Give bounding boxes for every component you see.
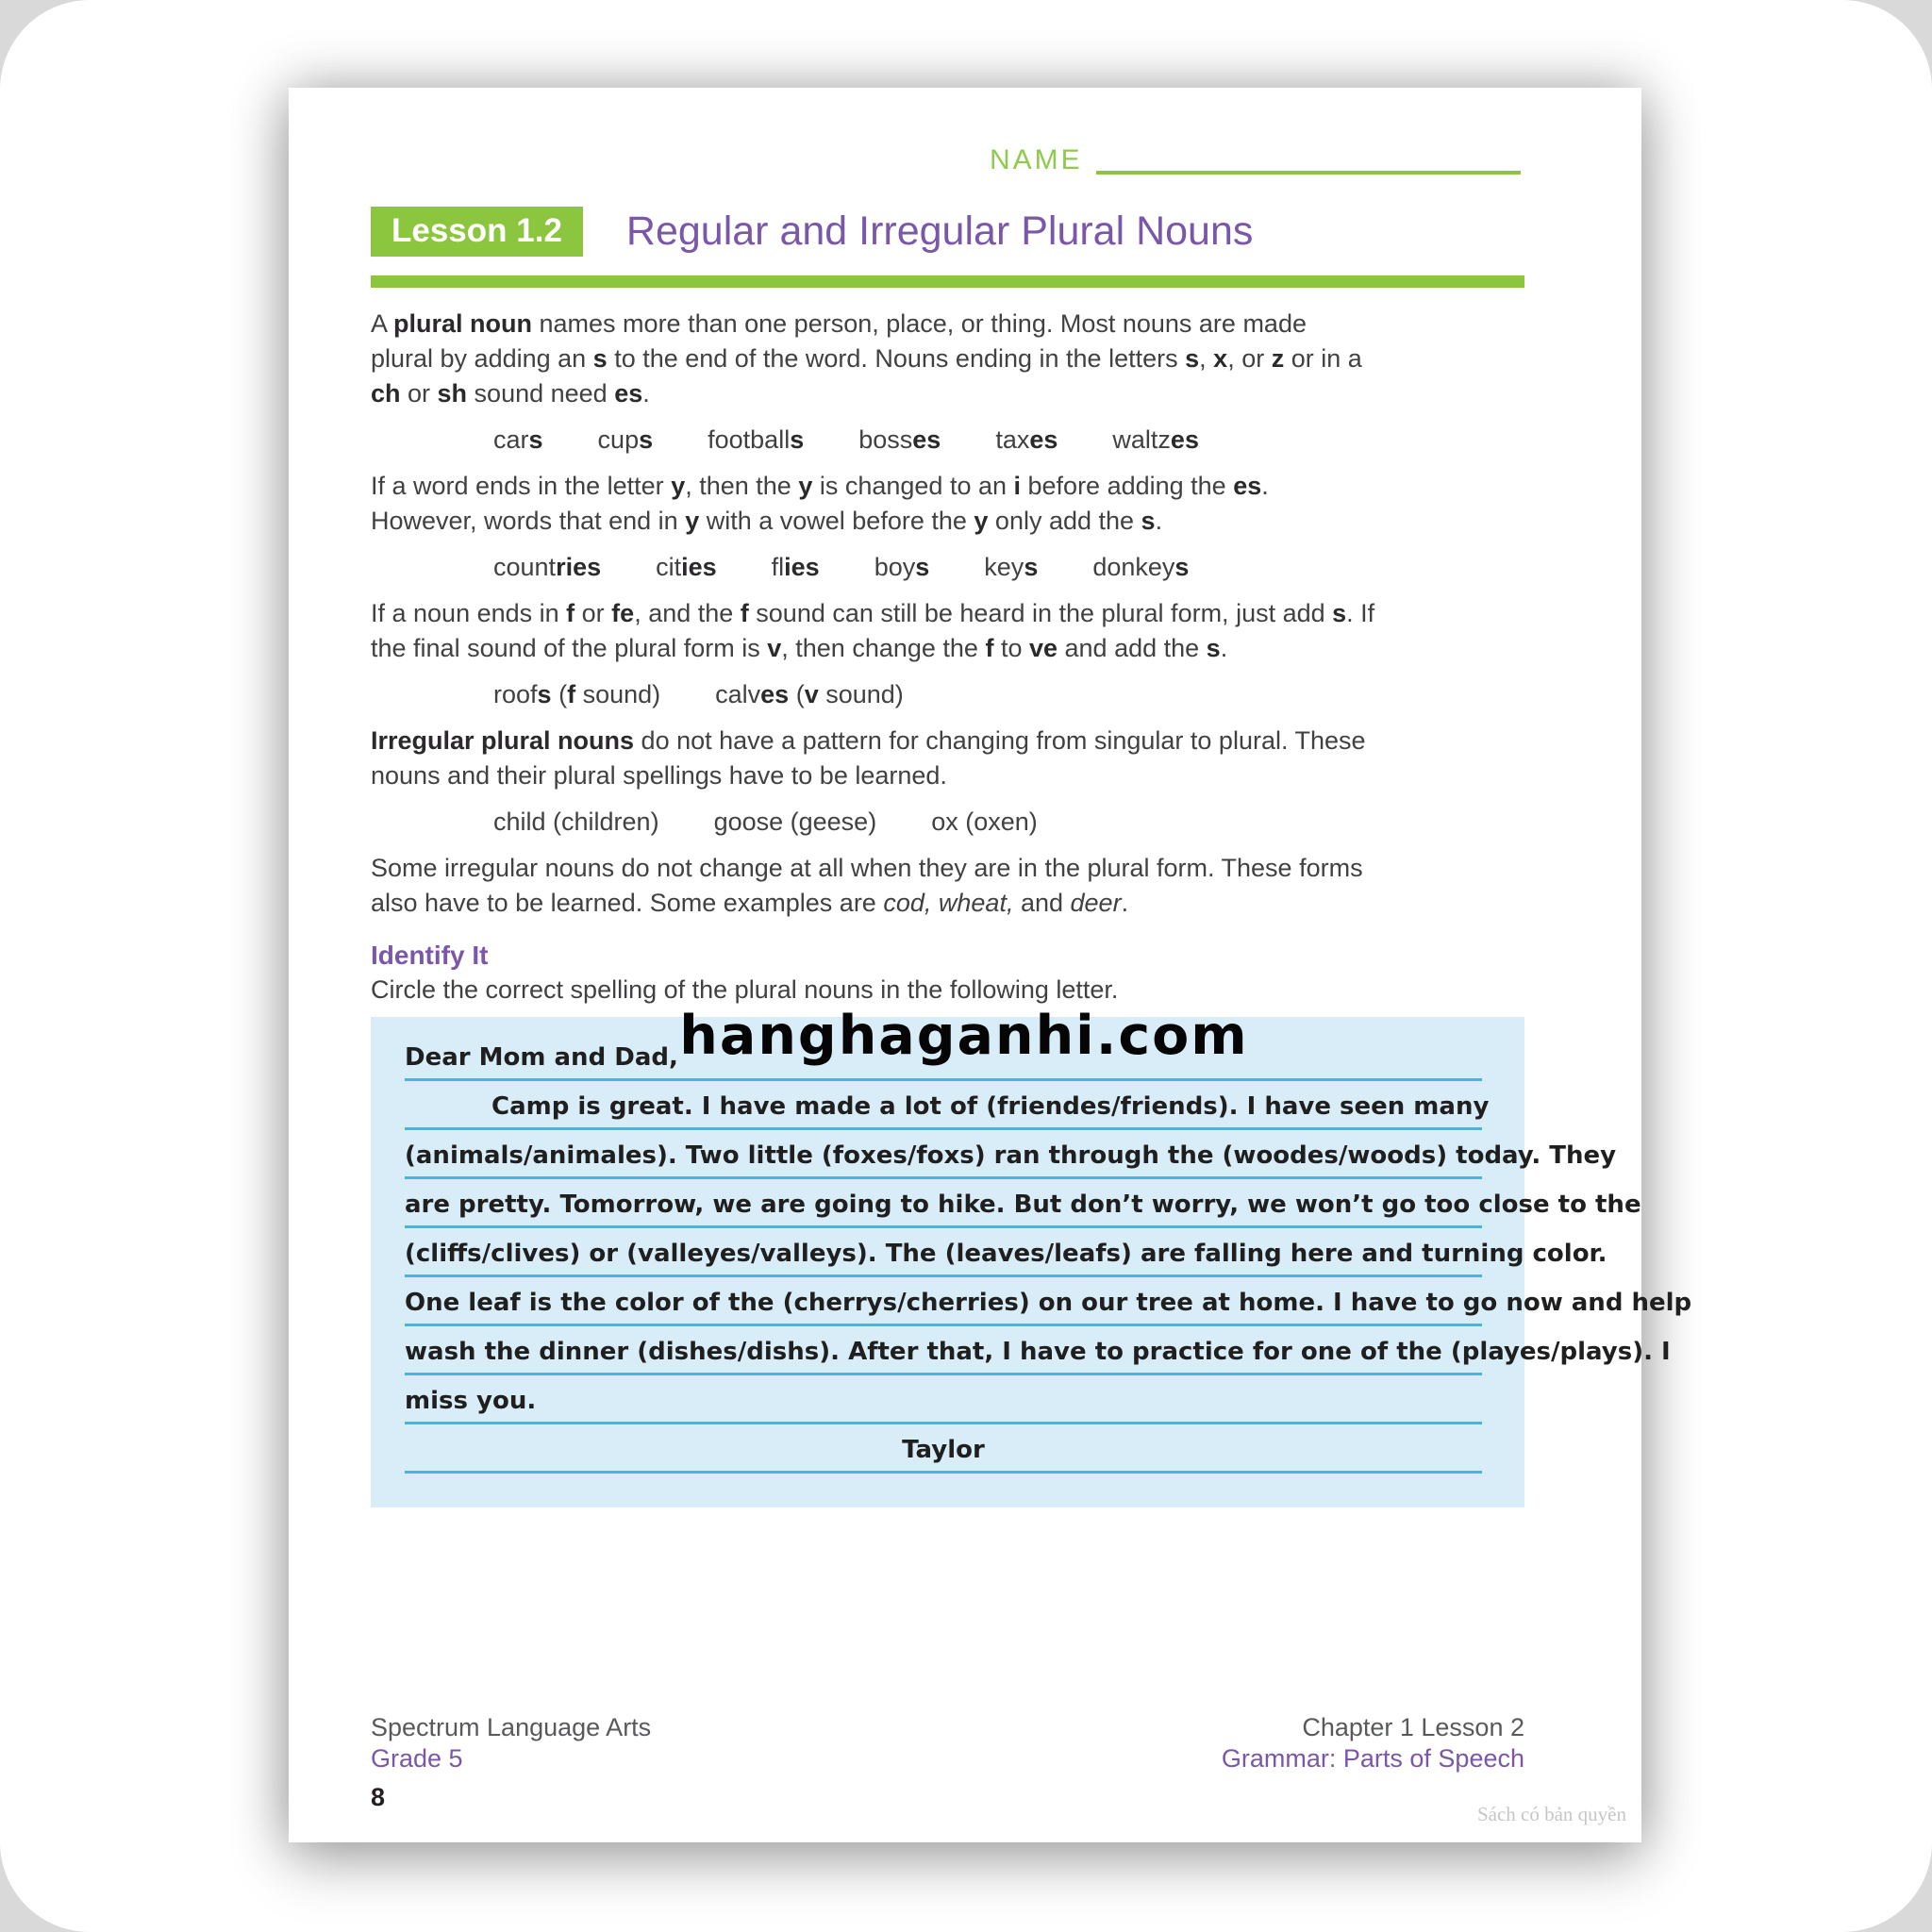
letter-line: [405, 1326, 1671, 1375]
example-word: donkeys: [1092, 553, 1190, 581]
identify-it-heading: Identify It: [371, 941, 489, 970]
letter-line-text: wash the dinner (dishes/dishs). After that, I have to practice for one of the (playes/plays). I: [405, 1338, 1671, 1366]
letter-line: [405, 1130, 1617, 1179]
lesson-paragraph: Some irregular nouns do not change at all when they are in the plural form. These forms also have to be learned. Some examples are cod, wheat, and deer.: [371, 854, 1363, 917]
example-row: [493, 805, 1524, 840]
lesson-paragraph: If a noun ends in f or fe, and the f sound can still be heard in the plural form, just add s. If the final sound of the plural form is v, then change the f to ve and add the s.: [371, 599, 1375, 662]
footer-strand: Grammar: Parts of Speech: [1221, 1744, 1524, 1773]
example-word: cups: [597, 425, 654, 454]
lesson-body: [371, 307, 1692, 1507]
example-word: footballs: [708, 425, 805, 454]
identify-it-instruction: Circle the correct spelling of the plural nouns in the following letter.: [371, 975, 1119, 1004]
example-word: child (children): [493, 808, 659, 836]
name-blank-line[interactable]: [1096, 142, 1521, 175]
letter-line-text: miss you.: [405, 1387, 537, 1415]
example-word: boys: [874, 553, 930, 581]
letter-line-text: are pretty. Tomorrow, we are going to hike. But don’t worry, we won’t go too close to the: [405, 1191, 1641, 1219]
worksheet-page: [289, 88, 1692, 1842]
letter-line-text: Camp is great. I have made a lot of (friendes/friends). I have seen many: [491, 1092, 1490, 1121]
letter-line-text: (cliffs/clives) or (valleyes/valleys). The (leaves/leafs) are falling here and turning color.: [405, 1240, 1607, 1268]
letter-line: [405, 1424, 1482, 1474]
example-word: calves (v sound): [715, 680, 904, 708]
example-row: [493, 423, 1524, 458]
example-word: countries: [493, 553, 602, 581]
letter-line: [405, 1375, 1482, 1424]
letter-line-text: One leaf is the color of the (cherrys/cherries) on our tree at home. I have to go now and help: [405, 1289, 1692, 1317]
letter-line: [405, 1179, 1641, 1228]
lesson-title: Regular and Irregular Plural Nouns: [625, 208, 1254, 254]
example-word: flies: [771, 553, 820, 581]
footer-chapter: Chapter 1 Lesson 2: [1302, 1713, 1524, 1741]
letter-line-text: Dear Mom and Dad,: [405, 1043, 678, 1072]
footer-grade: Grade 5: [371, 1744, 463, 1773]
example-word: roofs (f sound): [493, 680, 661, 708]
footer-right: [1222, 1712, 1524, 1774]
header-divider-bar: [371, 275, 1524, 288]
instruction-blocks: [371, 307, 1524, 921]
name-row: [990, 142, 1521, 175]
example-word: taxes: [995, 425, 1058, 454]
example-row: [493, 677, 1524, 712]
footer-series: Spectrum Language Arts: [371, 1713, 652, 1741]
example-word: waltzes: [1112, 425, 1199, 454]
lesson-number-badge: Lesson 1.2: [371, 207, 583, 257]
footer-left: [371, 1712, 651, 1813]
copyright-stamp: Sách có bản quyền: [1476, 1803, 1626, 1825]
lesson-paragraph: Irregular plural nouns do not have a pattern for changing from singular to plural. These nouns and their plural spellings have to be learned.: [371, 726, 1366, 790]
lesson-paragraph: A plural noun names more than one person, place, or thing. Most nouns are made plural by adding an s to the end of the word. Nouns ending in the letters s, x, or z or in a ch or sh sound need es.: [371, 309, 1362, 408]
name-label: NAME: [990, 144, 1083, 175]
letter-line-text: Taylor: [902, 1436, 985, 1464]
letter-line: [405, 1228, 1607, 1277]
example-word: bosses: [858, 425, 941, 454]
page-number: 8: [371, 1783, 386, 1811]
letter-line-text: (animals/animales). Two little (foxes/foxs) ran through the (woodes/woods) today. They: [405, 1141, 1617, 1170]
example-word: goose (geese): [713, 808, 877, 836]
example-row: [493, 550, 1524, 585]
watermark-text: hanghaganhi.com: [679, 1005, 1249, 1067]
example-word: cars: [493, 425, 543, 454]
example-word: keys: [984, 553, 1039, 581]
example-word: ox (oxen): [931, 808, 1038, 836]
lesson-header: [371, 207, 1524, 257]
example-word: cities: [656, 553, 717, 581]
practice-letter-box: [371, 1017, 1692, 1507]
letter-line: [405, 1277, 1692, 1326]
lesson-paragraph: If a word ends in the letter y, then the y is changed to an i before adding the es. However, words that end in y with a vowel before the y only add the s.: [371, 472, 1269, 535]
letter-line: [405, 1081, 1490, 1130]
